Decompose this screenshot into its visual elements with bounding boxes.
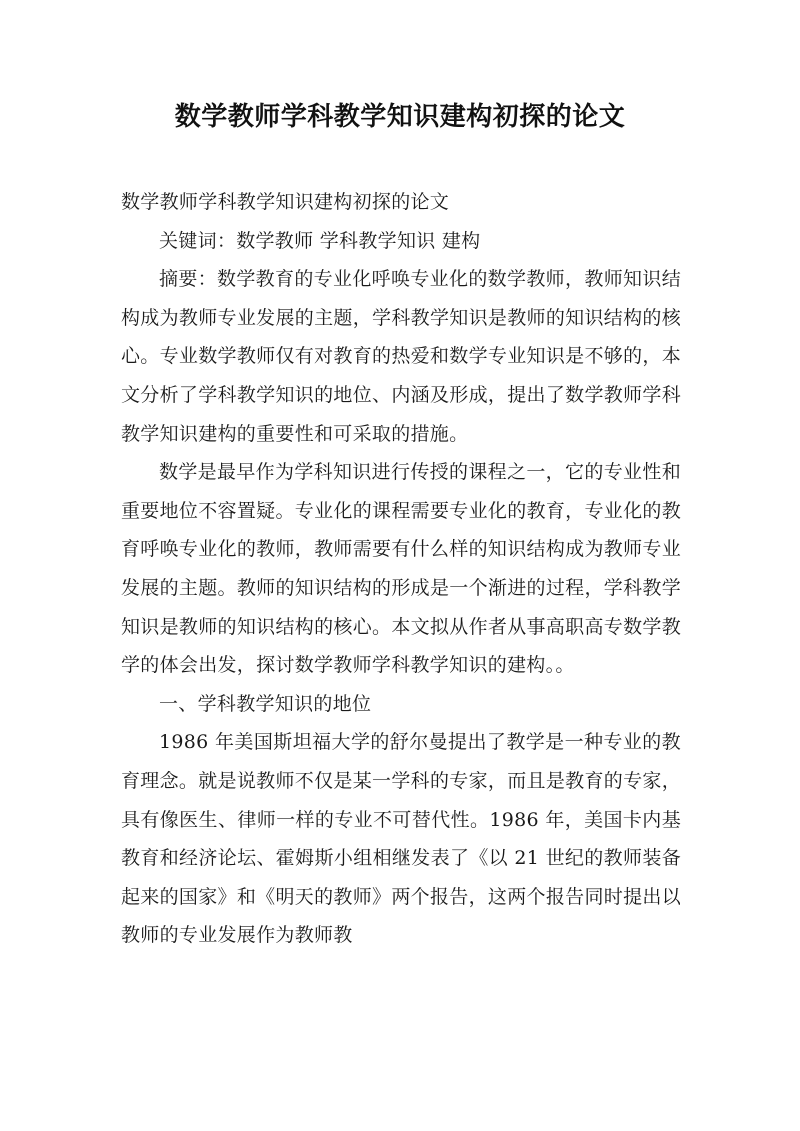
paragraph-subtitle: 数学教师学科教学知识建构初探的论文	[121, 191, 450, 213]
document-body	[121, 183, 681, 955]
document-title: 数学教师学科教学知识建构初探的论文	[174, 102, 626, 132]
paragraph-abstract: 摘要：数学教育的专业化呼唤专业化的数学教师，教师知识结构成为教师专业发展的主题，学科教学知识是教师的知识结构的核心。专业数学教师仅有对教育的热爱和数学专业知识是不够的，本文分析了学科教学知识的地位、内涵及形成，提出了数学教师学科教学知识建构的重要性和可采取的措施。	[121, 268, 681, 445]
paragraph-intro: 数学是最早作为学科知识进行传授的课程之一，它的专业性和重要地位不容置疑。专业化的课程需要专业化的教育，专业化的教育呼唤专业化的教师，教师需要有什么样的知识结构成为教师专业发展的主题。教师的知识结构的形成是一个渐进的过程，学科教学知识是教师的知识结构的核心。本文拟从作者从事高职高专数学教学的体会出发，探讨数学教师学科教学知识的建构。。	[121, 461, 681, 677]
section-heading: 一、学科教学知识的地位	[159, 692, 372, 715]
paragraph-keywords: 关键词：数学教师 学科教学知识 建构	[159, 229, 481, 252]
paragraph-body: 1986 年美国斯坦福大学的舒尔曼提出了教学是一种专业的教育理念。就是说教师不仅是某一学科的专家，而且是教育的专家，具有像医生、律师一样的专业不可替代性。1986 年，美国卡内基教育和经济论坛、霍姆斯小组相继发表了《以 21 世纪的教师装备起来的国家》和《明天的教师》两个报告，这两个报告同时提出以教师的专业发展作为教师教	[121, 731, 681, 947]
